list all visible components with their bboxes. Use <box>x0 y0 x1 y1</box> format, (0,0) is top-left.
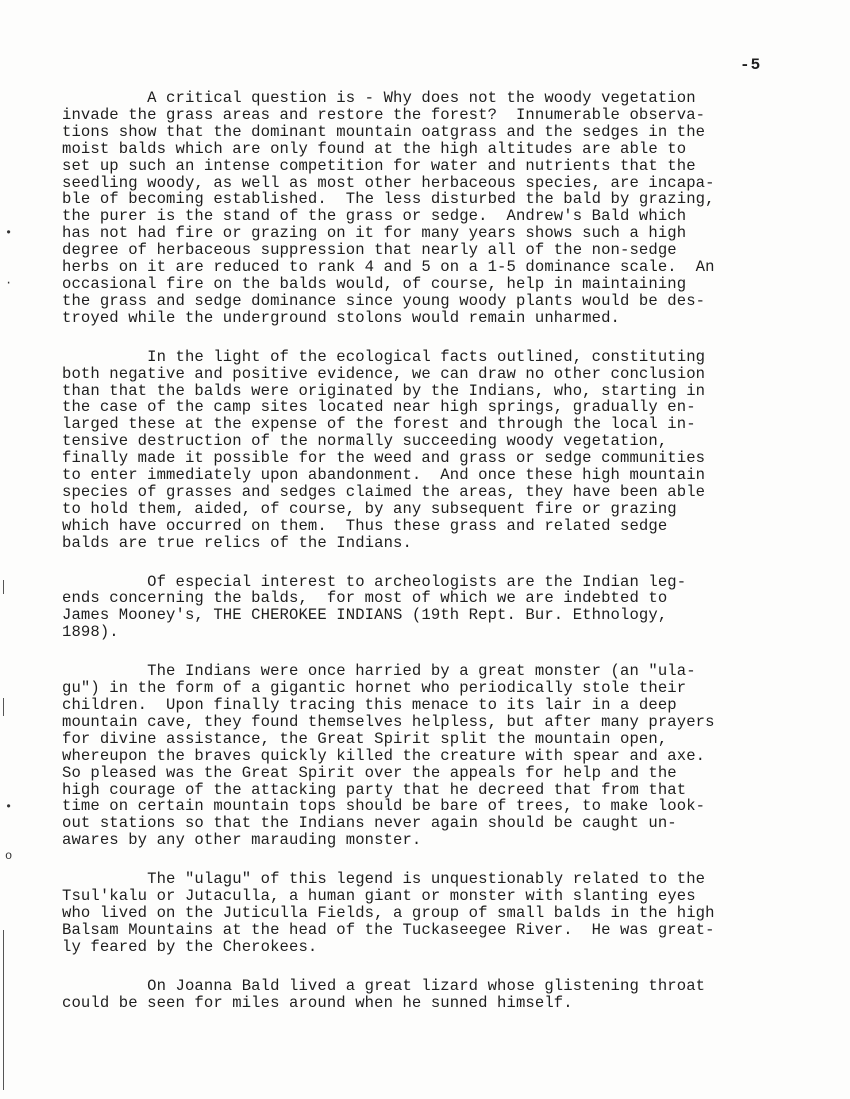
text-line: The Indians were once harried by a great monster (an "ula- <box>62 662 696 681</box>
text-line: than that the balds were originated by the Indians, who, starting in <box>62 381 706 400</box>
text-line: In the light of the ecological facts outlined, constituting <box>62 347 706 366</box>
text-line: invade the grass areas and restore the forest? Innumerable observa- <box>62 105 706 124</box>
text-line: which have occurred on them. Thus these grass and related sedge <box>62 516 668 535</box>
text-line: time on certain mountain tops should be bare of trees, to make look- <box>62 797 706 816</box>
text-line: children. Upon finally tracing this menace to its lair in a deep <box>62 696 677 714</box>
scan-edge-mark <box>3 580 4 594</box>
text-line: gu") in the form of a gigantic hornet who periodically stole their <box>62 679 687 698</box>
text-line: to enter immediately upon abandonment. And once these high mountain <box>62 466 706 485</box>
text-line: set up such an intense competition for water and nutrients that the <box>62 156 696 175</box>
text-line: tensive destruction of the normally succeeding woody vegetation, <box>62 432 668 451</box>
text-line: larged these at the expense of the forest and through the local in- <box>62 415 696 434</box>
margin-speck: • <box>5 800 13 814</box>
text-line: occasional fire on the balds would, of course, help in maintaining <box>62 274 687 293</box>
text-line: A critical question is - Why does not the woody vegetation <box>62 89 696 107</box>
text-line: who lived on the Juticulla Fields, a group of small balds in the high <box>62 903 715 922</box>
text-line: both negative and positive evidence, we can draw no other conclusion <box>62 364 706 383</box>
text-line: tions show that the dominant mountain oatgrass and the sedges in the <box>62 122 706 141</box>
text-line: the purer is the stand of the grass or sedge. Andrew's Bald which <box>62 207 687 226</box>
text-line: has not had fire or grazing on it for many years shows such a high <box>62 224 687 243</box>
paragraph-indian-origin <box>62 349 772 552</box>
margin-speck: • <box>5 226 13 240</box>
text-line: high courage of the attacking party that he decreed that from that <box>62 780 687 799</box>
text-line: to hold them, aided, of course, by any subsequent fire or grazing <box>62 499 677 518</box>
paragraph-monster-legend <box>62 663 772 849</box>
paragraph-ulagu <box>62 871 772 956</box>
text-line: finally made it possible for the weed and grass or sedge communities <box>62 449 706 468</box>
text-line: The "ulagu" of this legend is unquestionably related to the <box>62 870 706 889</box>
text-line: seedling woody, as well as most other herbaceous species, are incapa- <box>62 173 715 192</box>
text-line: the grass and sedge dominance since young woody plants would be des- <box>62 291 706 310</box>
text-line: balds are true relics of the Indians. <box>62 533 412 552</box>
paragraph-joanna-bald <box>62 978 772 1012</box>
paragraph-woody-vegetation <box>62 90 772 327</box>
text-line: out stations so that the Indians never again should be caught un- <box>62 814 677 833</box>
scan-edge-mark <box>3 698 4 716</box>
text-line: herbs on it are reduced to rank 4 and 5 on a 1-5 dominance scale. An <box>62 258 715 277</box>
text-line: mountain cave, they found themselves helpless, but after many prayers <box>62 712 715 731</box>
text-line: Balsam Mountains at the head of the Tuckaseegee River. He was great- <box>62 920 715 939</box>
text-line: Tsul'kalu or Jutaculla, a human giant or monster with slanting eyes <box>62 887 696 906</box>
text-line: ends concerning the balds, for most of which we are indebted to <box>62 589 668 608</box>
text-line: species of grasses and sedges claimed the areas, they have been able <box>62 482 706 501</box>
text-line: ble of becoming established. The less disturbed the bald by grazing, <box>62 190 715 209</box>
text-line: On Joanna Bald lived a great lizard whose glistening throat <box>62 976 706 995</box>
text-line: awares by any other marauding monster. <box>62 831 422 850</box>
text-line: 1898). <box>62 623 119 642</box>
text-line: ly feared by the Cherokees. <box>62 937 318 956</box>
text-line: troyed while the underground stolons would remain unharmed. <box>62 308 621 327</box>
margin-speck: · <box>5 276 13 290</box>
body-text <box>62 90 772 1034</box>
text-line: could be seen for miles around when he sunned himself. <box>62 993 573 1012</box>
text-line: moist balds which are only found at the high altitudes are able to <box>62 139 687 158</box>
paragraph-legends <box>62 574 772 642</box>
margin-speck: o <box>5 849 13 863</box>
text-line: the case of the camp sites located near high springs, gradually en- <box>62 398 696 417</box>
scan-edge-mark <box>3 930 4 1090</box>
text-line: Of especial interest to archeologists are the Indian leg- <box>62 572 687 591</box>
text-line: James Mooney's, THE CHEROKEE INDIANS (19th Rept. Bur. Ethnology, <box>62 606 668 625</box>
text-line: degree of herbaceous suppression that nearly all of the non-sedge <box>62 241 677 260</box>
text-line: So pleased was the Great Spirit over the appeals for help and the <box>62 763 677 782</box>
page-number: -5 <box>740 56 762 74</box>
text-line: whereupon the braves quickly killed the creature with spear and axe. <box>62 746 706 765</box>
text-line: for divine assistance, the Great Spirit split the mountain open, <box>62 729 668 748</box>
